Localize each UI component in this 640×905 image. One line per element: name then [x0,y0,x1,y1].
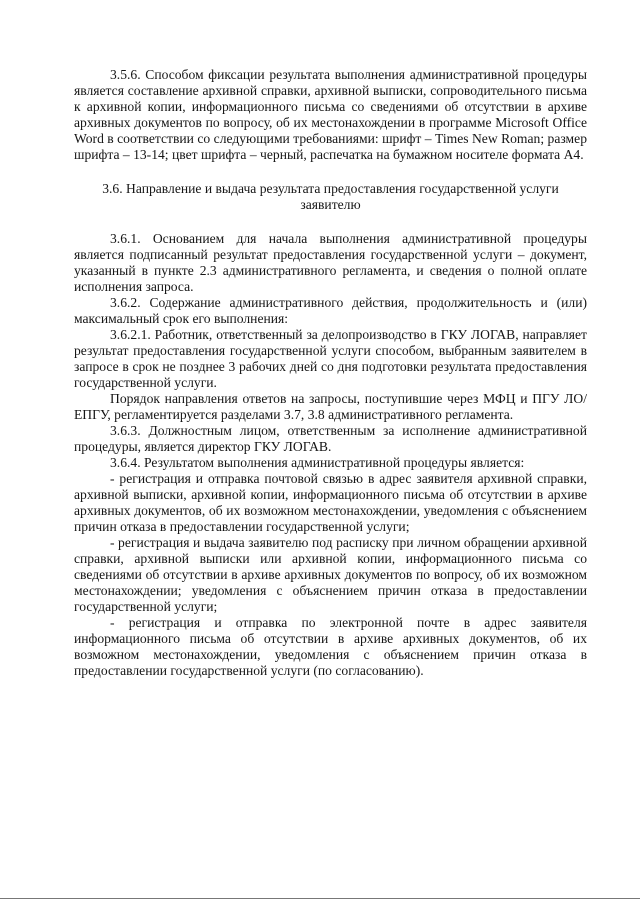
paragraph-3-6-2-1: 3.6.2.1. Работник, ответственный за делопроизводство в ГКУ ЛОГАВ, направляет результат предоставления государственной услуги способом, выбранным заявителем в запросе в срок не позднее 3 рабочих дней со дня подготовки результата предоставления государственной услуги. [74,327,587,390]
result-bullet-email: - регистрация и отправка по электронной почте в адрес заявителя информационного письма об отсутствии в архиве архивных документов, об их возможном местонахождении, уведомления с объяснением причин отказа в предоставлении государственной услуги (по согласованию). [74,615,587,678]
paragraph-3-6-4: 3.6.4. Результатом выполнения административной процедуры является: [110,455,525,470]
section-heading-3-6: 3.6. Направление и выдача результата предоставления государственной услуги заявителю [102,181,559,212]
bottom-scan-edge [0,898,640,899]
document-body [74,67,587,679]
paragraph-order: Порядок направления ответов на запросы, поступившие через МФЦ и ПГУ ЛО/ЕПГУ, регламентируется разделами 3.7, 3.8 административного регламента. [74,391,587,422]
result-bullet-personal: - регистрация и выдача заявителю под расписку при личном обращении архивной справки, архивной выписки или архивной копии, информационного письма со сведениями об отсутствии в архиве архивных документов по вопросу, об их возможном местонахождении; уведомления с объяснением причин отказа в предоставлении государственной услуги; [74,535,587,614]
result-bullet-mail: - регистрация и отправка почтовой связью в адрес заявителя архивной справки, архивной выписки, архивной копии, информационного письма об отсутствии в архиве архивных документов, об их возможном местонахождении, уведомления с объяснением причин отказа в предоставлении государственной услуги; [74,471,587,534]
paragraph-3-6-3: 3.6.3. Должностным лицом, ответственным за исполнение административной процедуры, является директор ГКУ ЛОГАВ. [74,423,587,454]
paragraph-3-5-6: 3.5.6. Способом фиксации результата выполнения административной процедуры является составление архивной справки, архивной выписки, сопроводительного письма к архивной копии, информационного письма со сведениями об отсутствии в архиве архивных документов по вопросу, об их местонахождении в программе Microsoft Office Word в соответствии со следующими требованиями: шрифт – Times New Roman; размер шрифта – 13-14; цвет шрифта – черный, распечатка на бумажном носителе формата А4. [74,67,587,162]
paragraph-3-6-2: 3.6.2. Содержание административного действия, продолжительность и (или) максимальный срок его выполнения: [74,295,587,326]
paragraph-3-6-1: 3.6.1. Основанием для начала выполнения административной процедуры является подписанный результат предоставления государственной услуги – документ, указанный в пункте 2.3 административного регламента, и сведения о полной оплате исполнения запроса. [74,231,587,294]
